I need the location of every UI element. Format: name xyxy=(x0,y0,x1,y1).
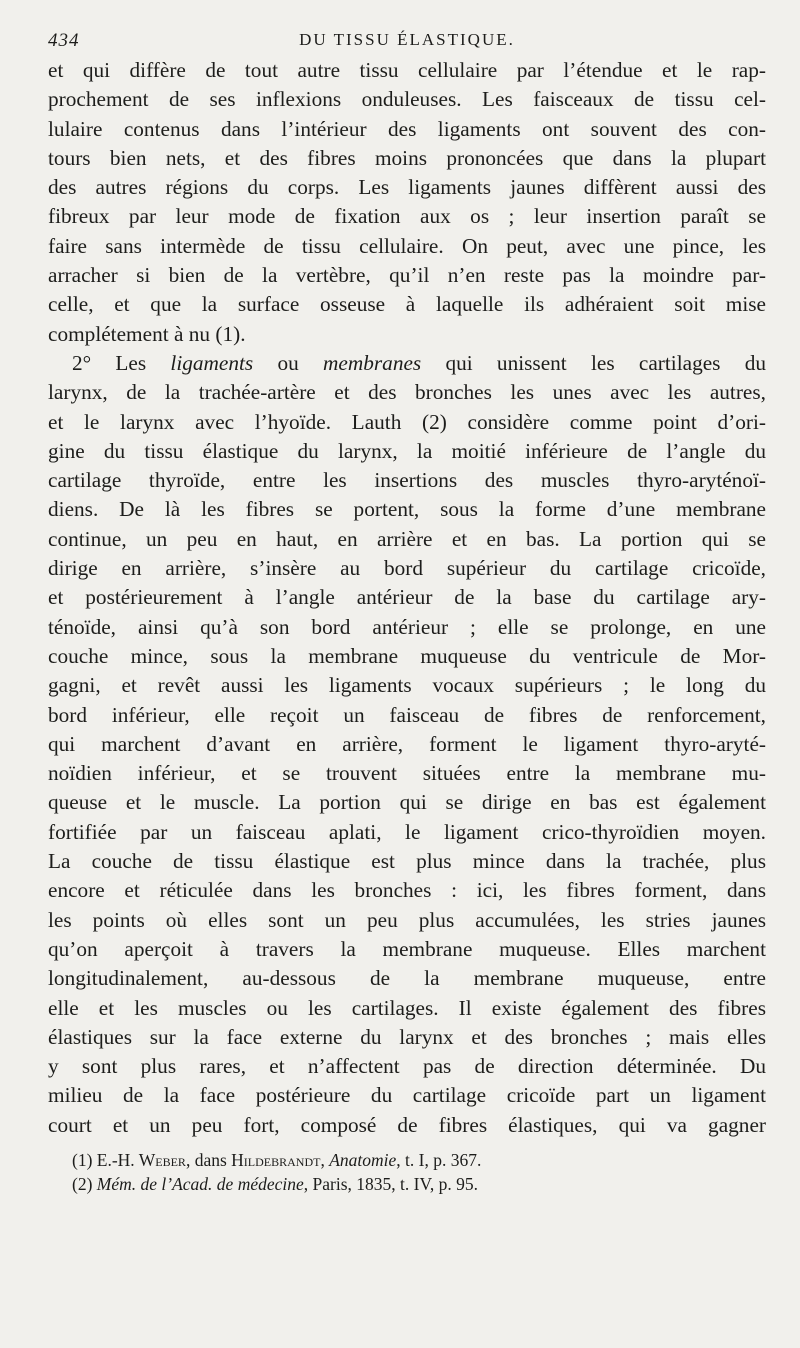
text-fragment: 2° Les xyxy=(72,350,171,375)
text-line: longitudinalement, au-dessous de la membrane muqueuse, entre xyxy=(48,966,766,991)
text-line: larynx, de la trachée-artère et des bronches les unes avec les autres, xyxy=(48,380,766,405)
text-line: tours bien nets, et des fibres moins prononcées que dans la plupart xyxy=(48,145,766,170)
footnote-1 xyxy=(48,1148,766,1172)
paragraph-1 xyxy=(48,56,766,349)
text-line: des autres régions du corps. Les ligaments jaunes diffèrent aussi des xyxy=(48,175,766,200)
body-text xyxy=(48,56,766,1140)
footnote-author: Hildebrandt xyxy=(231,1149,321,1170)
page-number: 434 xyxy=(48,30,80,51)
text-line: et le larynx avec l’hyoïde. Lauth (2) considère comme point d’ori- xyxy=(48,409,766,434)
text-line: arracher si bien de la vertèbre, qu’il n’en reste pas la moindre par- xyxy=(48,263,766,288)
footnote-work-title: Mém. de l’Acad. de médecine xyxy=(96,1173,304,1194)
text-line: ténoïde, ainsi qu’à son bord antérieur ; elle se prolonge, en une xyxy=(48,614,766,639)
footnotes xyxy=(48,1148,766,1196)
text-fragment: , t. I, p. 367. xyxy=(396,1149,482,1170)
text-fragment: , Paris, 1835, t. IV, p. 95. xyxy=(303,1173,478,1194)
italic-term-ligaments: ligaments xyxy=(170,350,254,375)
text-line: et qui diffère de tout autre tissu cellulaire par l’étendue et le rap- xyxy=(48,58,766,82)
text-line: faire sans intermède de tissu cellulaire. On peut, avec une pince, les xyxy=(48,233,766,258)
text-fragment: , dans xyxy=(185,1149,232,1170)
text-line: prochement de ses inflexions onduleuses. Les faisceaux de tissu cel- xyxy=(48,87,766,112)
text-line: fortifiée par un faisceau aplati, le ligament crico-thyroïdien moyen. xyxy=(48,819,766,844)
italic-term-membranes: membranes xyxy=(323,350,422,375)
text-line: qui marchent d’avant en arrière, forment le ligament thyro-aryté- xyxy=(48,731,766,756)
text-fragment: qui unissent les cartilages du xyxy=(421,350,766,375)
text-line: cartilage thyroïde, entre les insertions des muscles thyro-aryténoï- xyxy=(48,468,766,493)
text-line: couche mince, sous la membrane muqueuse du ventricule de Mor- xyxy=(48,643,766,668)
text-line: elle et les muscles ou les cartilages. Il existe également des fibres xyxy=(48,995,766,1020)
text-line: les points où elles sont un peu plus accumulées, les stries jaunes xyxy=(48,907,766,932)
text-line: dirige en arrière, s’insère au bord supérieur du cartilage cricoïde, xyxy=(48,556,766,581)
text-line: gagni, et revêt aussi les ligaments vocaux supérieurs ; le long du xyxy=(48,673,766,698)
text-line: et postérieurement à l’angle antérieur de la base du cartilage ary- xyxy=(48,585,766,610)
paragraph-2 xyxy=(48,349,766,1140)
text-line: La couche de tissu élastique est plus mince dans la trachée, plus xyxy=(48,849,766,874)
text-fragment: , xyxy=(320,1149,330,1170)
text-line: diens. De là les fibres se portent, sous la forme d’une membrane xyxy=(48,497,766,522)
running-head xyxy=(48,14,766,56)
running-title: DU TISSU ÉLASTIQUE. xyxy=(299,30,515,49)
text-line: complétement à nu (1). xyxy=(48,321,246,346)
footnote-work-title: Anatomie xyxy=(329,1149,397,1170)
footnote-2 xyxy=(48,1172,766,1196)
text-line: continue, un peu en haut, en arrière et en bas. La portion qui se xyxy=(48,526,766,551)
text-line: lulaire contenus dans l’intérieur des ligaments ont souvent des con- xyxy=(48,116,766,141)
text-line: queuse et le muscle. La portion qui se dirige en bas est également xyxy=(48,790,766,815)
text-line: qu’on aperçoit à travers la membrane muqueuse. Elles marchent xyxy=(48,936,766,961)
footnote-marker: (2) xyxy=(72,1173,97,1194)
text-line: y sont plus rares, et n’affectent pas de direction déterminée. Du xyxy=(48,1054,766,1079)
text-fragment: ou xyxy=(253,350,324,375)
text-line: fibreux par leur mode de fixation aux os ; leur insertion paraît se xyxy=(48,204,766,229)
text-line: milieu de la face postérieure du cartilage cricoïde part un ligament xyxy=(48,1083,766,1108)
text-line: celle, et que la surface osseuse à laquelle ils adhéraient soit mise xyxy=(48,292,766,317)
text-line-first xyxy=(48,349,766,378)
text-line: gine du tissu élastique du larynx, la moitié inférieure de l’angle du xyxy=(48,438,766,463)
text-line: noïdien inférieur, et se trouvent situées entre la membrane mu- xyxy=(48,761,766,786)
text-line: bord inférieur, elle reçoit un faisceau de fibres de renforcement, xyxy=(48,702,766,727)
footnote-author: E.-H. Weber xyxy=(96,1149,186,1170)
footnote-marker: (1) xyxy=(72,1149,97,1170)
text-line: encore et réticulée dans les bronches : ici, les fibres forment, dans xyxy=(48,878,766,903)
text-line: court et un peu fort, composé de fibres élastiques, qui va gagner xyxy=(48,1112,766,1137)
text-line: élastiques sur la face externe du larynx et des bronches ; mais elles xyxy=(48,1024,766,1049)
